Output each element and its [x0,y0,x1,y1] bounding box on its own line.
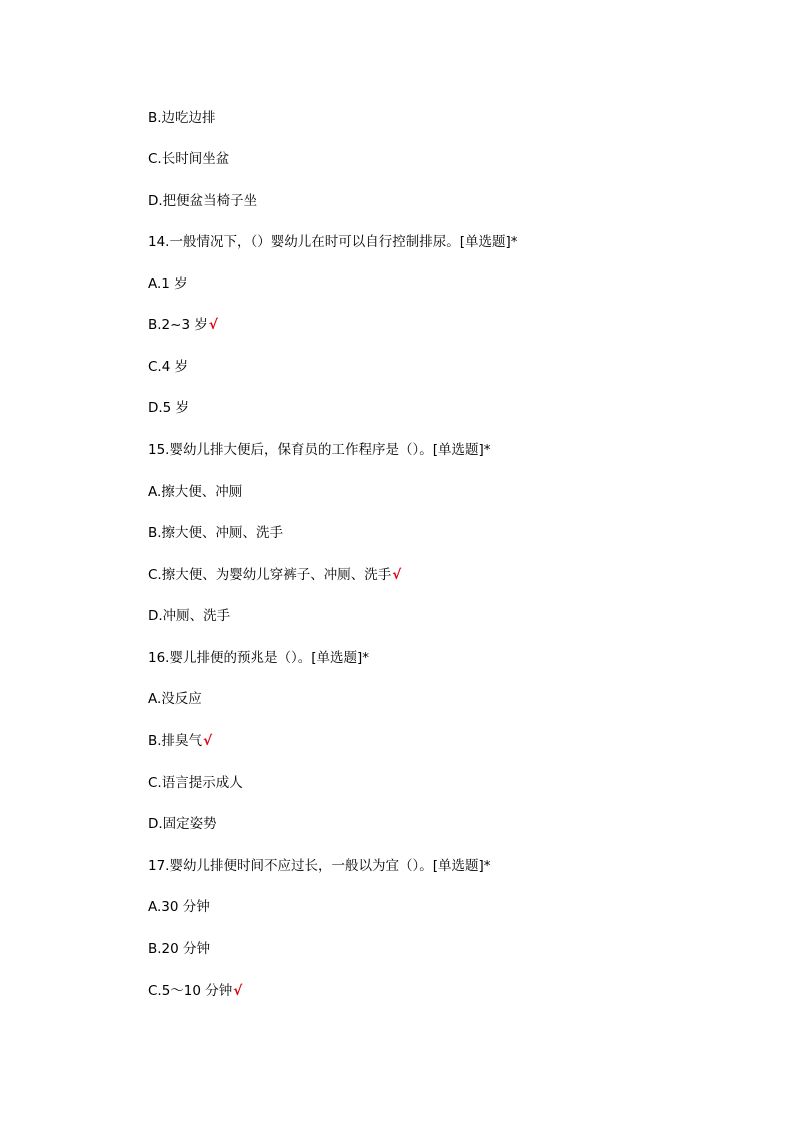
option-line [148,897,211,917]
option-line [148,565,401,585]
line-text: C.擦大便、为婴幼儿穿裤子、冲厕、洗手 [148,567,392,583]
line-text: D.冲厕、洗手 [148,608,231,624]
option-line [148,357,189,377]
line-text: 17.婴幼儿排便时间不应过长，一般以为宜（）。[单选题]* [148,858,491,874]
line-text: B.2~3 岁 [148,317,208,333]
correct-answer-mark: √ [392,567,402,583]
option-line [148,315,218,335]
line-text: C.4 岁 [148,359,189,375]
line-text: B.20 分钟 [148,941,211,957]
line-text: B.边吃边排 [148,110,216,126]
option-line [148,814,218,834]
line-text: 15.婴幼儿排大便后，保育员的工作程序是（）。[单选题]* [148,442,491,458]
option-line [148,731,212,751]
question-line [148,648,370,668]
question-line [148,440,492,460]
correct-answer-mark: √ [208,317,218,333]
option-line [148,149,230,169]
line-text: B.擦大便、冲厕、洗手 [148,525,284,541]
option-line [148,523,284,543]
line-text: A.擦大便、冲厕 [148,484,243,500]
line-text: 16.婴儿排便的预兆是（）。[单选题]* [148,650,370,666]
option-line [148,398,190,418]
correct-answer-mark: √ [203,733,213,749]
option-line [148,689,203,709]
option-line [148,773,244,793]
line-text: C.长时间坐盆 [148,151,230,167]
option-line [148,274,189,294]
line-text: D.固定姿势 [148,816,217,832]
line-text: A.没反应 [148,691,202,707]
line-text: D.把便盆当椅子坐 [148,193,258,209]
option-line [148,606,231,626]
line-text: A.1 岁 [148,276,188,292]
option-line [148,981,242,1001]
question-line [148,232,519,252]
line-text: A.30 分钟 [148,899,210,915]
line-text: B.排臭气 [148,733,203,749]
line-text: 14.一般情况下，（）婴幼儿在时可以自行控制排尿。[单选题]* [148,234,518,250]
line-text: D.5 岁 [148,400,190,416]
option-line [148,939,211,959]
line-text: C.5～10 分钟 [148,983,233,999]
question-line [148,856,492,876]
line-text: C.语言提示成人 [148,775,243,791]
option-line [148,482,243,502]
option-line [148,108,217,128]
option-line [148,191,258,211]
correct-answer-mark: √ [233,983,243,999]
